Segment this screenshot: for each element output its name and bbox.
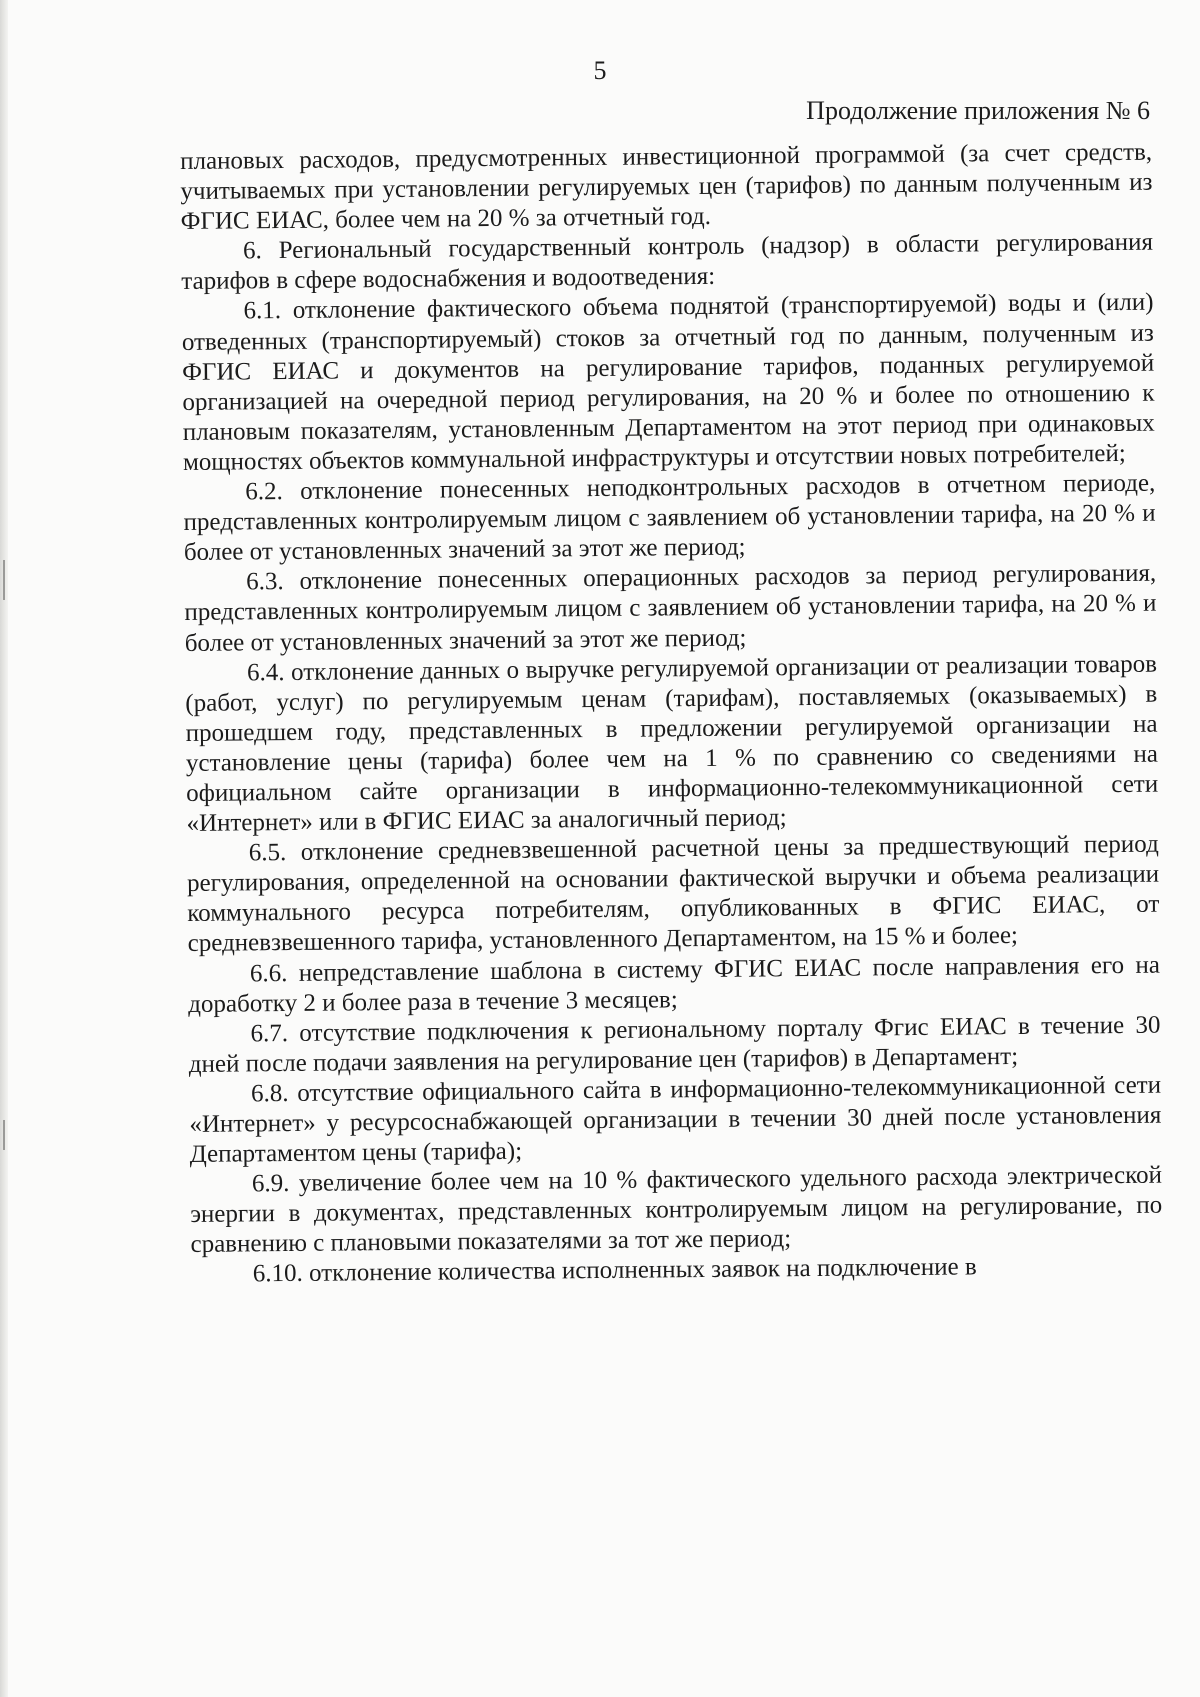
paragraph: 6.7. отсутствие подключения к региональному порталу Фгис ЕИАС в течение 30 дней после подачи заявления на регулирование цен (тарифов) в Департамент; xyxy=(188,1011,1161,1078)
scan-mark xyxy=(3,560,5,600)
paragraph: 6.8. отсутствие официального сайта в информационно-телекоммуникационной сети «Интернет» у ресурсоснабжающей организации в течении 30 дней после установления Департаментом цены (тарифа); xyxy=(189,1071,1162,1169)
page-number: 5 xyxy=(593,56,607,85)
scan-mark xyxy=(3,1120,5,1150)
paragraph: 6.5. отклонение средневзвешенной расчетной цены за предшествующий период регулирования, определенной на основании фактической выручки и объема реализации коммунального ресурса потребителям, опубликованных в ФГИС ЕИАС, от средневзвешенного тарифа, установленного Департаментом, на 15 % и более; xyxy=(186,830,1160,958)
paragraph: 6.6. непредставление шаблона в систему ФГИС ЕИАС после направления его на доработку 2 и более раза в течение 3 месяцев; xyxy=(188,951,1161,1018)
paragraph: 6.2. отклонение понесенных неподконтрольных расходов в отчетном периоде, представленных контролируемым лицом с заявлением об установлении тарифа, на 20 % и более от установленных значений за этот же период; xyxy=(183,469,1156,567)
paragraph: 6.3. отклонение понесенных операционных расходов за период регулирования, представленных контролируемым лицом с заявлением об установлении тарифа, на 20 % и более от установленных значений за этот же период; xyxy=(184,559,1157,657)
document-body xyxy=(180,138,1163,1291)
paragraph: 6.9. увеличение более чем на 10 % фактического удельного расхода электрической энергии в документах, представленных контролируемым лицом на регулирование, по сравнению с плановыми показателями за тот же период; xyxy=(190,1161,1163,1259)
paragraph: 6.4. отклонение данных о выручке регулируемой организации от реализации товаров (работ, услуг) по регулируемым ценам (тарифам), поставляемых (оказываемых) в прошедшем году, представленных в предложении регулируемой организации на установление цены (тарифа) более чем на 1 % по сравнению со сведениями на официальном сайте организации в информационно-телекоммуникационной сети «Интернет» или в ФГИС ЕИАС за аналогичный период; xyxy=(185,650,1159,838)
paragraph: 6. Региональный государственный контроль (надзор) в области регулирования тарифов в сфере водоснабжения и водоотведения: xyxy=(181,228,1154,296)
scan-edge-shadow xyxy=(0,0,8,1697)
paragraph: 6.1. отклонение фактического объема поднятой (транспортируемой) воды и (или) отведенных (транспортируемый) стоков за отчетный год по данным, полученным из ФГИС ЕИАС и документов на регулирование тарифов, поданных регулируемой организацией на очередной период регулирования, на 20 % и более по отношению к плановым показателям, установленным Департаментом на этот период при одинаковых мощностях объектов коммунальной инфраструктуры и отсутствии новых потребителей; xyxy=(181,289,1155,476)
paragraph: 6.10. отклонение количества исполненных заявок на подключение в xyxy=(252,1253,977,1288)
paragraph: плановых расходов, предусмотренных инвестиционной программой (за счет средств, учитываемых при установлении регулируемых цен (тарифов) по данным полученным из ФГИС ЕИАС, более чем на 20 % за отчетный год. xyxy=(180,138,1153,236)
annex-header: Продолжение приложения № 6 xyxy=(806,96,1150,125)
